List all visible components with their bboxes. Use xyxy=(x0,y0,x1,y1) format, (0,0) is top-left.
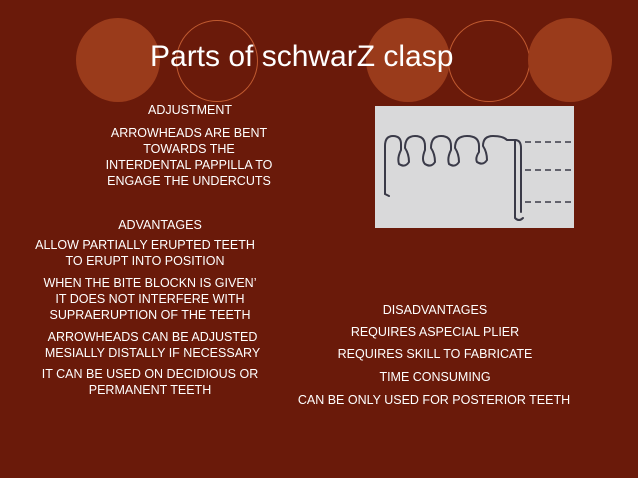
advantages-item: ALLOW PARTIALLY ERUPTED TEETH TO ERUPT INTO POSITION xyxy=(35,238,255,268)
disadvantages-item: REQUIRES SKILL TO FABRICATE xyxy=(337,347,533,361)
disadvantages-item: REQUIRES ASPECIAL PLIER xyxy=(350,325,520,339)
disadvantages-item: TIME CONSUMING xyxy=(379,370,491,384)
disadvantages-item: CAN BE ONLY USED FOR POSTERIOR TEETH xyxy=(297,393,571,407)
decor-circle xyxy=(528,18,612,102)
disadvantages-heading: DISADVANTAGES xyxy=(382,303,488,317)
adjustment-heading: ADJUSTMENT xyxy=(147,103,233,117)
schwarz-clasp-photo xyxy=(375,106,574,228)
advantages-item: IT CAN BE USED ON DECIDIOUS OR PERMANENT TEETH xyxy=(41,367,259,397)
adjustment-text: ARROWHEADS ARE BENT TOWARDS THE INTERDENTAL PAPPILLA TO ENGAGE THE UNDERCUTS xyxy=(105,126,273,188)
advantages-heading: ADVANTAGES xyxy=(118,218,202,232)
advantages-item: ARROWHEADS CAN BE ADJUSTED MESIALLY DISTALLY IF NECESSARY xyxy=(44,330,261,360)
advantages-item: WHEN THE BITE BLOCKN IS GIVEN’ IT DOES NOT INTERFERE WITH SUPRAERUPTION OF THE TEETH xyxy=(43,276,257,322)
slide-title: Parts of schwarZ clasp xyxy=(150,40,454,73)
decor-circle xyxy=(76,18,160,102)
decor-circle-outline xyxy=(448,20,530,102)
schwarz-clasp-drawing xyxy=(375,106,574,228)
